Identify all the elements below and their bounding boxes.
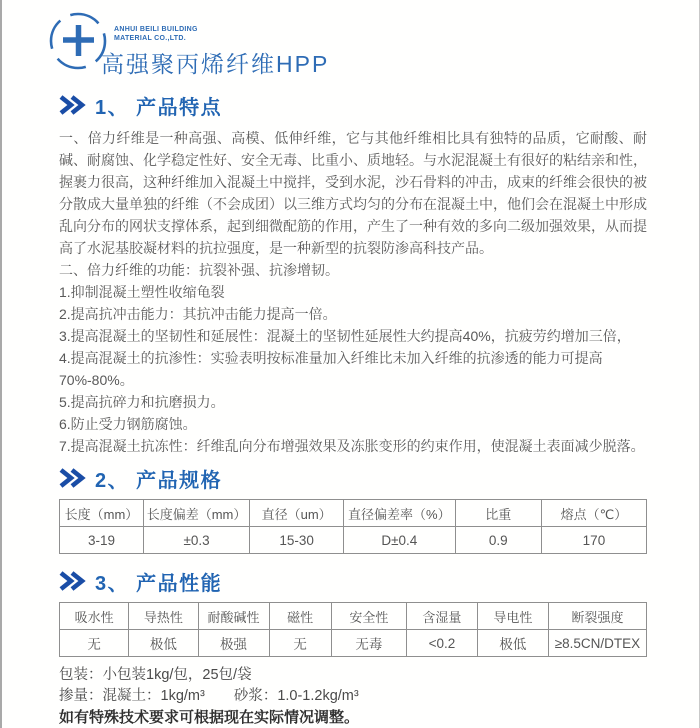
performance-header-cell: 耐酸碱性 xyxy=(198,603,269,630)
performance-value-cell: <0.2 xyxy=(406,630,477,657)
spec-value-cell: 15-30 xyxy=(250,527,344,554)
performance-value-cell: 无 xyxy=(60,630,129,657)
feature-item: 7.提高混凝土抗冻性：纤维乱向分布增强效果及冻胀变形的约束作用，使混凝土表面减少脱落。 xyxy=(59,438,645,454)
performance-value-cell: 极强 xyxy=(198,630,269,657)
performance-value-cell: 极低 xyxy=(477,630,548,657)
packaging-line: 包装：小包装1kg/包，25包/袋 xyxy=(59,667,252,683)
spec-table-header-row xyxy=(60,500,647,527)
spec-table-value-row xyxy=(60,527,647,554)
performance-value-cell: 无 xyxy=(269,630,331,657)
document-body xyxy=(2,90,699,728)
section-heading-features xyxy=(59,90,647,120)
features-paragraph-1: 一、倍力纤维是一种高强、高模、低伸纤维，它与其他纤维相比具有独特的品质，它耐酸、耐碱、耐腐蚀、化学稳定性好、安全无毒、比重小、质地轻。与水泥混凝土有很好的粘结亲和性，握裹力很高，这种纤维加入混凝土中搅拌，受到水泥，沙石骨料的冲击，成束的纤维会很快的被分散成大量单独的纤维（不会成团）以三维方式均匀的分布在混凝土中，他们会在混凝土中形成乱向分布的网状支撑体系，起到细微配筋的作用，产生了一种有效的多向二级加强效果，从而提高了水泥基胶凝材料的抗拉强度，是一种新型的抗裂防渗高科技产品。 xyxy=(59,130,647,256)
spec-header-cell: 直径偏差率（%） xyxy=(344,500,456,527)
spec-header-cell: 长度偏差（mm） xyxy=(143,500,249,527)
features-paragraph-2: 二、倍力纤维的功能：抗裂补强、抗渗增韧。 xyxy=(59,262,339,278)
feature-item: 4.提高混凝土的抗渗性：实验表明按标准量加入纤维比未加入纤维的抗渗透的能力可提高70%-80%。 xyxy=(59,350,603,388)
performance-value-cell: 极低 xyxy=(129,630,198,657)
performance-value-cell: ≥8.5CN/DTEX xyxy=(548,630,646,657)
spec-value-cell: ±0.3 xyxy=(143,527,249,554)
spec-value-cell: D±0.4 xyxy=(344,527,456,554)
double-chevron-icon xyxy=(59,468,86,488)
double-chevron-icon xyxy=(59,95,86,115)
spec-header-cell: 熔点（℃） xyxy=(541,500,646,527)
double-chevron-icon xyxy=(59,571,86,591)
feature-item: 3.提高混凝土的坚韧性和延展性：混凝土的坚韧性延展性大约提高40%，抗疲劳约增加三倍， xyxy=(59,328,631,344)
spec-value-cell: 0.9 xyxy=(455,527,541,554)
document-header xyxy=(2,0,699,84)
spec-header-cell: 长度（mm） xyxy=(60,500,144,527)
performance-header-cell: 磁性 xyxy=(269,603,331,630)
company-name-line1: ANHUI BEILI BUILDING xyxy=(114,26,198,33)
performance-header-cell: 断裂强度 xyxy=(548,603,646,630)
spec-value-cell: 3-19 xyxy=(60,527,144,554)
product-title: 高强聚丙烯纤维HPP xyxy=(101,51,330,77)
section-title: 1、 产品特点 xyxy=(95,96,223,119)
company-name xyxy=(114,25,198,43)
spec-value-cell: 170 xyxy=(541,527,646,554)
features-list xyxy=(59,281,647,457)
special-note: 如有特殊技术要求可根据现在实际情况调整。 xyxy=(59,709,360,726)
dosage-line: 掺量：混凝土：1kg/m³ 砂浆：1.0-1.2kg/m³ xyxy=(59,688,359,704)
spec-header-cell: 直径（um） xyxy=(250,500,344,527)
feature-item: 2.提高抗冲击能力：其抗冲击能力提高一倍。 xyxy=(59,306,337,322)
performance-value-cell: 无毒 xyxy=(331,630,406,657)
section-heading-specs xyxy=(59,463,647,493)
section-heading-performance xyxy=(59,566,647,596)
performance-header-cell: 导热性 xyxy=(129,603,198,630)
performance-table-header-row xyxy=(60,603,647,630)
feature-item: 1.抑制混凝土塑性收缩龟裂 xyxy=(59,284,225,300)
feature-item: 6.防止受力钢筋腐蚀。 xyxy=(59,416,197,432)
performance-header-cell: 导电性 xyxy=(477,603,548,630)
section-title: 2、 产品规格 xyxy=(95,469,223,492)
performance-header-cell: 含湿量 xyxy=(406,603,477,630)
company-name-line2: MATERIAL CO.,LTD. xyxy=(114,35,186,43)
section-title: 3、 产品性能 xyxy=(95,572,223,595)
footer-notes xyxy=(59,665,647,728)
spec-header-cell: 比重 xyxy=(455,500,541,527)
performance-table-value-row xyxy=(60,630,647,657)
performance-header-cell: 安全性 xyxy=(331,603,406,630)
feature-item: 5.提高抗碎力和抗磨损力。 xyxy=(59,394,225,410)
spec-table xyxy=(59,499,647,554)
performance-header-cell: 吸水性 xyxy=(60,603,129,630)
performance-table xyxy=(59,602,647,657)
